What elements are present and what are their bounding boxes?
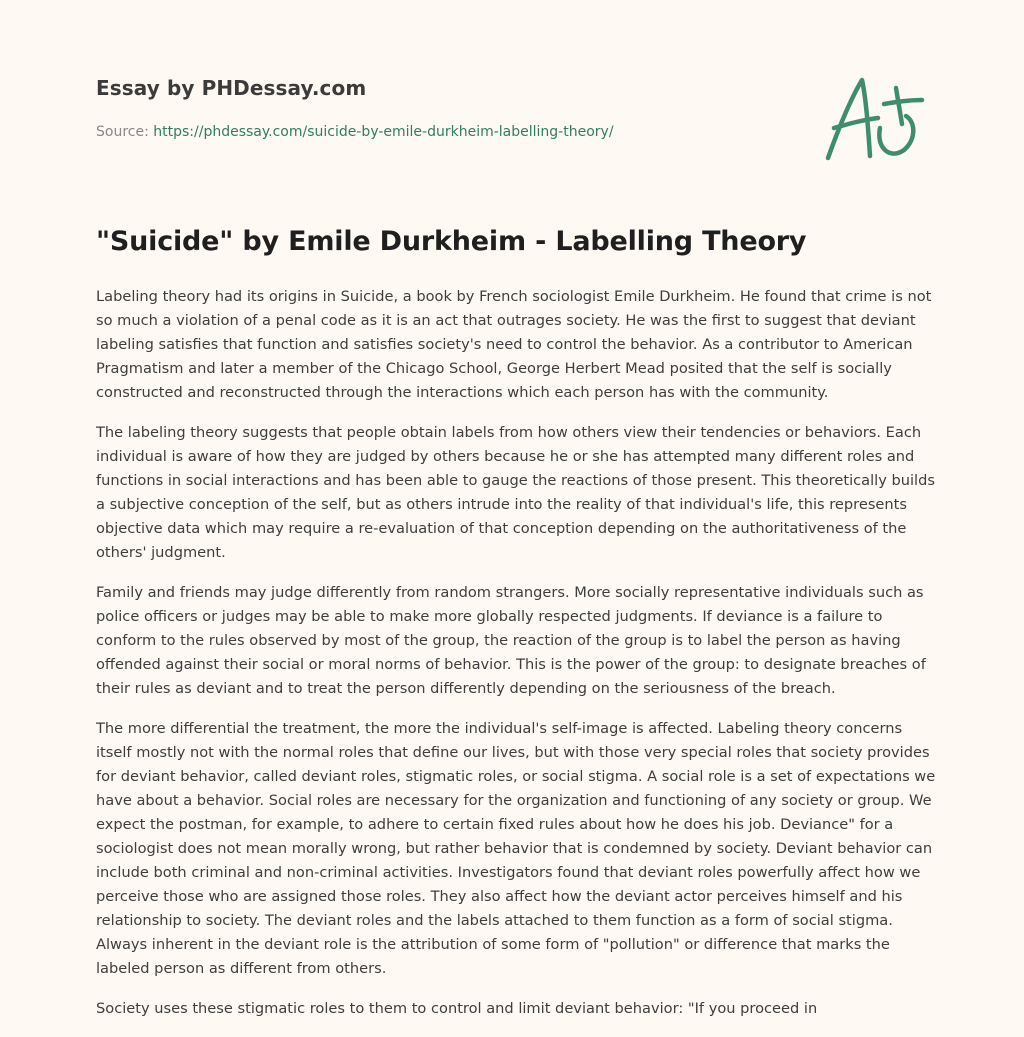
paragraph: The labeling theory suggests that people obtain labels from how others view their tendencies or behaviors. Each individual is aware of how they are judged by others because he or she has attempted many different roles and functions in social interactions and has been able to gauge the reactions of those present. This theoretically builds a subjective conception of the self, but as others intrude into the reality of that individual's life, this represents objective data which may require a re-evaluation of that conception depending on the authoritativeness of the others' judgment. xyxy=(96,424,935,561)
a-plus-grade-icon xyxy=(820,68,930,168)
paragraph: The more differential the treatment, the more the individual's self-image is affected. Labeling theory concerns itself mostly not with the normal roles that define our lives, but with those very special roles that society provides for deviant behavior, called deviant roles, stigmatic roles, or social stigma. A social role is a set of expectations we have about a behavior. Social roles are necessary for the organization and functioning of any society or group. We expect the postman, for example, to adhere to certain fixed rules about how he does his job. Deviance" for a sociologist does not mean morally wrong, but rather behavior that is condemned by society. Deviant behavior can include both criminal and non-criminal activities. Investigators found that deviant roles powerfully affect how we perceive those who are assigned those roles. They also affect how the deviant actor perceives himself and his relationship to society. The deviant roles and the labels attached to them function as a form of social stigma. Always inherent in the deviant role is the attribution of some form of "pollution" or difference that marks the labeled person as different from others. xyxy=(96,720,936,977)
brand-title: Essay by PHDessay.com xyxy=(96,76,367,100)
paragraph: Family and friends may judge differently from random strangers. More socially representative individuals such as police officers or judges may be able to make more globally respected judgments. If deviance is a failure to conform to the rules observed by most of the group, the reaction of the group is to label the person as having offended against their social or moral norms of behavior. This is the power of the group: to designate breaches of their rules as deviant and to treat the person differently depending on the seriousness of the breach. xyxy=(96,584,926,697)
source-link[interactable]: https://phdessay.com/suicide-by-emile-durkheim-labelling-theory/ xyxy=(153,124,614,140)
paragraph: Labeling theory had its origins in Suicide, a book by French sociologist Emile Durkheim. He found that crime is not so much a violation of a penal code as it is an act that outrages society. He was the first to suggest that deviant labeling satisfies that function and satisfies society's need to control the behavior. As a contributor to American Pragmatism and later a member of the Chicago School, George Herbert Mead posited that the self is socially constructed and reconstructed through the interactions which each person has with the community. xyxy=(96,288,932,401)
source-line xyxy=(96,124,614,140)
essay-body xyxy=(96,285,941,1037)
source-label: Source: xyxy=(96,124,149,140)
paragraph: Society uses these stigmatic roles to them to control and limit deviant behavior: "If you proceed in xyxy=(96,1000,818,1017)
essay-title: "Suicide" by Emile Durkheim - Labelling Theory xyxy=(96,226,807,257)
